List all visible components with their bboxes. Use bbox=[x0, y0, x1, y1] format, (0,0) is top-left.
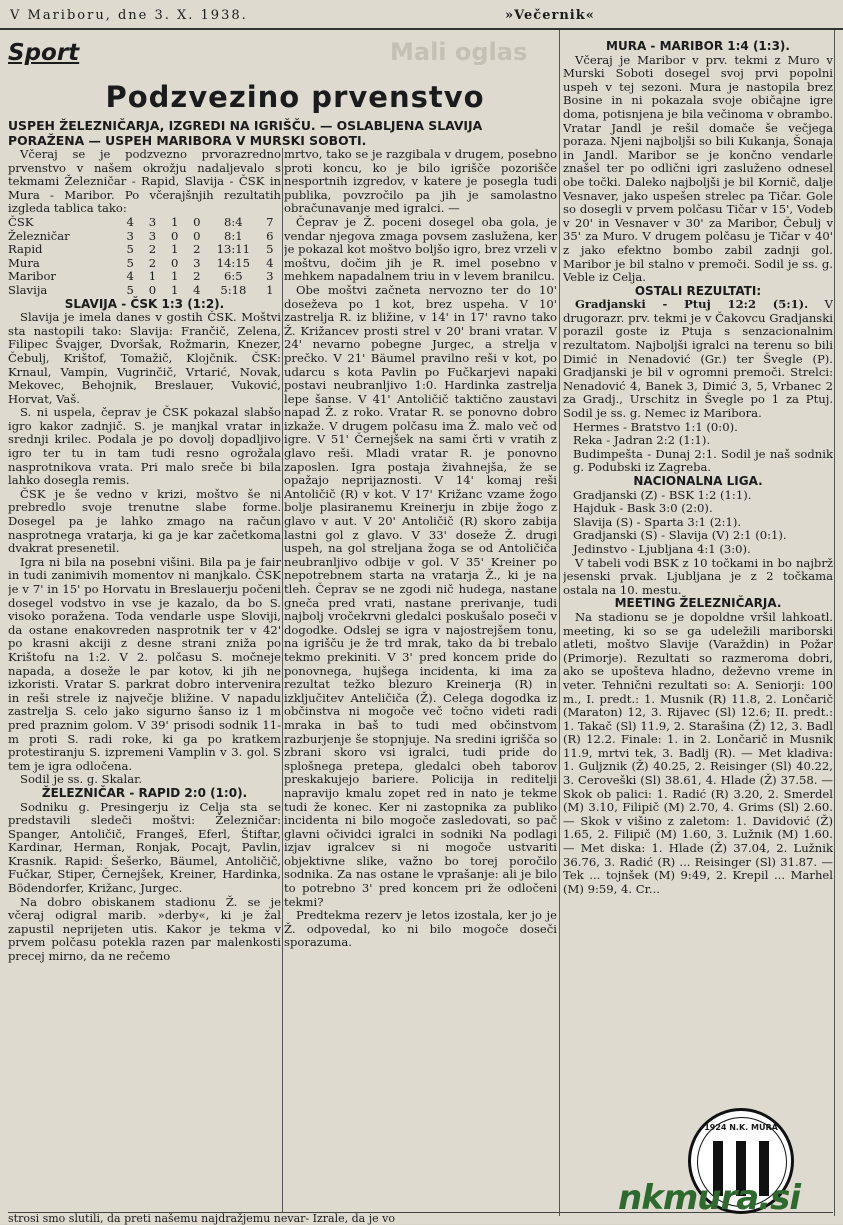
logo-text: 1924 N.K. MURA bbox=[704, 1123, 778, 1132]
paragraph bbox=[563, 298, 833, 420]
section-heading-zeleznicar-rapid: ŽELEZNIČAR - RAPID 2:0 (1:0). bbox=[41, 785, 248, 800]
paragraph: Igra ni bila na posebni višini. Bila pa je fair in tudi zanimivih momentov ni manjkalo. ČSK je v 7' in 15' po Horvatu in Breslauerju počeni dosegel vodstvo in vse je kazalo, da bo S. visoko poražena. Toda vendarle uspe Sloviji, da ostane enakovreden nasprotnik ter v 42' po krasni akciji z desne strani zniža po Krištofu na 1:2. V 2. polčasu S. močneje napada, a doseže le par kotov, ki jih ne izkoristi. Vratar S. parkrat dobro intervenira in reši strele iz največje bližine. V napadu zastrelja S. celo jako sigurno šanso iz 1 m pred praznim golom. V 39' prisodi sodnik 11-m proti S. radi roke, ki ga po kratkem protestiranju S. izpremeni Vamplin v 3. gol. S tem je igra odločena. bbox=[8, 554, 281, 773]
table-row: Rapid 5 2 1 2 13:11 5 bbox=[8, 242, 274, 257]
result-line: Slavija (S) - Sparta 3:1 (2:1). bbox=[573, 514, 742, 529]
paragraph: ČSK je še vedno v krizi, moštvo še ni prebredlo svoje trenutne slabe forme. Dosegel pa je lahko zmago na račun nasprotnega vratarja, ki ga je kar začetkoma dvakrat presenetil. bbox=[8, 486, 281, 556]
paragraph: Slavija je imela danes v gostih ČSK. Moštvi sta nastopili tako: Slavija: Frančič, Zelena, Filipec Švajger, Dvoršak, Rožmarin, Knezer, Čebulj, Krištof, Tomažič, Klojčnik. ČSK: Krnaul, Vampin, Vugrinčič, Vrtarić, Novak, Mekovec, Behojnik, Breslauer, Vuković, Horvat, Vaš. bbox=[8, 310, 281, 406]
adjacent-page-edge bbox=[836, 40, 843, 1040]
article-column-1 bbox=[8, 148, 281, 1216]
subheadline: USPEH ŽELEZNIČARJA, IZGREDI NA IGRIŠČU. — OSLABLJENA SLAVIJA PORAŽENA — USPEH MARIBORA V MURSKI SOBOTI. bbox=[8, 118, 483, 148]
result-line: Hermes - Bratstvo 1:1 (0:0). bbox=[573, 419, 738, 434]
team-name: Železničar bbox=[8, 228, 70, 243]
result-text: V drugorazr. prv. tekmi je v Čakovcu Gradjanski porazil goste iz Ptuja s senzacionalnim rezultatom. Najboljši igralci na terenu so bili Dimić in Nenadović (Gr.) ter Švegle (P). Gradjanski je bil v ogromni premoči. Strelci: Nenadović 4, Banek 3, Dimić 3, 5, Vrbanec 2 za Gradj., Urschitz in Švegle po 1 za Ptuj. Sodil je ss. g. Nemec iz Maribora. bbox=[563, 297, 833, 421]
paragraph: Obe moštvi začneta nervozno ter do 10' doseževa po 1 kot, brez uspeha. V 10' zastrelja R. iz bližine, v 14' in 17' ravno tako Ž. Križancev prosti strel v 20' brani vratar. V 24' nevarno pobegne Jurgec, a strelja v prečko. V 21' Bäumel pravilno reši v kot, po udarcu s kota Pavlin po Fučkarjevi napaki postavi neubranljivo 1:0. Hardinka zastrelja lepe šanse. V 41' Antoličič taktično zaustavi napad Ž. z roko. Vratar R. se ponovno dobro izkaže. V drugem polčasu ima Ž. malo več od igre. V 51' Černejšek na sami črti v vratih z glavo reši. Mladi vratar R. je ponovno zaposlen. Igra postaja živahnejša, že se opažajo neprijaznosti. V 14' komaj reši Antoličič (R) v kot. V 17' Križanc vzame žogo bolje plasiranemu Kreinerju in zbije žogo z glavo v aut. V 20' Antoličič (R) skoro zabija lastni gol z glavo. V 33' doseže Ž. drugi uspeh, na gol streljana žoga se od Antoličiča neubranljivo odbije v gol. V 35' Kreiner po nepotrebnem starta na vratarja Ž., ki je na tleh. Čeprav se ne zgodi nič hudega, nastane gneča pred vrati, nastane prerivanje, tudi najbolj vročekrvni gledalci poskušalo poseči v dogodke. Odslej se igra v najostrejšem tonu, na igrišču je že trd mrak, tako da bi trebalo tekmo prekiniti. V 3' pred koncem pride do ponovnega, hujšega incidenta, ki ima za rezultat težko blezuro Kreinerja (R) in izključitev Anteličiča (Ž). Celega dogodka iz občinstva ni mogoče več točno videti radi mraka in baš to tudi med občinstvom razburjenje še stopnjuje. Na sredini igrišča so zbrani skoro vsi igralci, tudi pride do splošnega pretepa, gledalci obeh taborov preskakujejo bariere. Policija in reditelji napravijo kmalu zopet red in nato je tekme tudi že konec. Ker ni zastopnika za publiko incidenta ni bilo mogoče zasledovati, so pač glavni očividci igralci in sodniki Na podlagi izjav igralcev si ni mogoče ustvariti objektivne slike, važno bo torej poročilo sodnika. Za nas ostane le vprašanje: ali je bilo to potrebno 3' pred koncem pri že odločeni tekmi? bbox=[284, 282, 557, 909]
team-name: ČSK bbox=[8, 214, 34, 229]
table-row: Mura 5 2 0 3 14:15 4 bbox=[8, 255, 274, 270]
section-heading-mura-maribor: MURA - MARIBOR 1:4 (1:3). bbox=[606, 40, 790, 53]
result-line: Gradjanski (Z) - BSK 1:2 (1:1). bbox=[573, 487, 752, 502]
team-name: Maribor bbox=[8, 269, 56, 284]
paragraph: Sodniku g. Presingerju iz Celja sta se predstavili sledeči moštvi: Železničar: Spanger, Antoličič, Frangeš, Eferl, Štiftar, Kardinar, Herman, Ronjak, Pocajt, Pavlin, Krasnik. Rapid: Šešerko, Bäumel, Antoličič, Fučkar, Stiper, Černejšek, Kreiner, Hardinka, Bödendorfer, Križanc, Jurgec. bbox=[8, 799, 281, 896]
show-through-text: Mali oglas bbox=[390, 38, 528, 66]
intro-paragraph: Včeraj se je podzvezno prvorazredno prvenstvo v našem okrožju nadaljevalo s tekmami Železničar - Rapid, Slavija - ČSK in Mura - Maribor. Po včerajšnjih rezultatih izgleda tablica tako: bbox=[8, 148, 281, 216]
table-row: ČSK 4 3 1 0 8:4 7 bbox=[8, 214, 274, 229]
header-date: V Mariboru, dne 3. X. 1938. bbox=[10, 8, 248, 23]
section-heading-national-league: NACIONALNA LIGA. bbox=[633, 474, 763, 488]
column-rule-2 bbox=[559, 30, 560, 1216]
paragraph: Čeprav je Ž. poceni dosegel oba gola, je vendar njegova zmaga povsem zaslužena, ker je pokazal kot moštvo boljšo igro, brez vrzeli v moštvu, dočim jih je R. imel posebno v mehkem napadalnem triu in v levem branilcu. bbox=[284, 214, 557, 284]
article-column-2 bbox=[284, 148, 557, 1216]
table-row: Maribor 4 1 1 2 6:5 3 bbox=[8, 269, 274, 284]
bottom-strip-text: strosi smo slutili, da preti našemu najdražjemu nevar- Izrale, da je vo bbox=[8, 1212, 833, 1225]
column-rule-1 bbox=[282, 148, 283, 1212]
result-line: Reka - Jadran 2:2 (1:1). bbox=[573, 433, 711, 448]
table-row: Slavija 5 0 1 4 5:18 1 bbox=[8, 282, 274, 297]
result-headline: Gradjanski - Ptuj 12:2 (5:1). bbox=[575, 297, 809, 312]
result-line: Gradjanski (S) - Slavija (V) 2:1 (0:1). bbox=[573, 528, 787, 543]
paragraph: S. ni uspela, čeprav je ČSK pokazal slabšo igro kakor zadnjič. S. je manjkal vratar in srednji krilec. Podala je po dovolj dopadljivo igro ter tu in tam tudi resno ogrožala nasprotnikova vrata. Pri malo sreče bi bila lahko dosegla remis. bbox=[8, 405, 281, 488]
page-title: Podzvezino prvenstvo bbox=[105, 80, 485, 114]
paragraph: Sodil je ss. g. Skalar. bbox=[20, 772, 143, 787]
article-column-3 bbox=[563, 40, 833, 1216]
section-heading-meeting: MEETING ŽELEZNIČARJA. bbox=[614, 596, 782, 611]
section-heading-other-results: OSTALI REZULTATI: bbox=[634, 283, 762, 298]
paragraph: Predtekma rezerv je letos izostala, ker jo je Ž. odpovedal, ko ni bilo mogoče doseči sporazuma. bbox=[284, 908, 557, 950]
section-heading-slavija-csk: SLAVIJA - ČSK 1:3 (1:2). bbox=[64, 296, 225, 311]
team-name: Mura bbox=[8, 255, 40, 270]
column-rule-3 bbox=[834, 30, 835, 1216]
table-row: Železničar 3 3 0 0 8:1 6 bbox=[8, 228, 274, 243]
result-line: Hajduk - Bask 3:0 (2:0). bbox=[573, 501, 713, 516]
watermark: nkmura.si bbox=[618, 1178, 800, 1218]
result-line: Budimpešta - Dunaj 2:1. Sodil je naš sodnik g. Podubski iz Zagreba. bbox=[573, 446, 833, 475]
paragraph: mrtvo, tako se je razgibala v drugem, posebno proti koncu, ko je bilo igrišče pozorišče nesportnih izgredov, v katere je posegla tudi publika, povzročilo pa jih je samolastno obračunavanje med igralci. — bbox=[284, 148, 557, 216]
team-name: Rapid bbox=[8, 242, 43, 257]
paragraph: Na dobro obiskanem stadionu Ž. se je včeraj odigral marib. »derby«, ki je žal zapustil neprijeten utis. Kakor je tekma v prvem polčasu potekla razen par malenkosti precej mirno, da ne rečemo bbox=[8, 894, 281, 964]
page-header bbox=[0, 6, 843, 30]
paragraph: V tabeli vodi BSK z 10 točkami in bo najbrž jesenski prvak. Ljubljana je z 2 točkama ostala na 10. mestu. bbox=[563, 555, 833, 597]
header-newspaper-name: »Večernik« bbox=[505, 8, 595, 23]
section-label: Sport bbox=[8, 40, 80, 66]
team-name: Slavija bbox=[8, 282, 48, 297]
paragraph: Včeraj je Maribor v prv. tekmi z Muro v Murski Soboti dosegel svoj prvi popolni uspeh v tej sezoni. Mura je nastopila brez Bosine in ni pokazala svoje običajne igre doma, potisnjena je bila večinoma v obrambo. Vratar Jandl je rešil domače še večjega poraza. Njeni najboljši so bili Kukanja, Šonaja in Jandl. Maribor se je končno vendarle znašel ter po odlični igri zasluženo odnesel obe točki. Daleko najboljši je bil Kornič, dalje Vesnaver, jako uspešen strelec pa Tičar. Gole so dosegli v prvem polčasu Tičar v 15', Vodeb v 20' in Vesnaver v 30' za Maribor, Čebulj v 35' za Muro. V drugem polčasu je Tičar v 40' z jako efektno bombo zabil zadnji gol. Maribor je bil stalno v premoči. Sodil je ss. g. Veble iz Celja. bbox=[563, 52, 833, 285]
standings-table bbox=[8, 216, 281, 298]
result-line: Jedinstvo - Ljubljana 4:1 (3:0). bbox=[573, 541, 751, 556]
paragraph: Na stadionu se je dopoldne vršil lahkoatl. meeting, ki so se ga udeležili mariborski atleti, moštvo Slavije (Varaždin) in Požar (Primorje). Rezultati so razmeroma dobri, ako se upošteva hladno, deževno vreme in veter. Tehnični rezultati so: A. Seniorji: 100 m., I. predt.: 1. Musnik (R) 11.8, 2. Lončarič (Maraton) 12, 3. Rijavec (Sl) 12.6; II. predt.: 1. Takač (Sl) 11.9, 2. Starašina (Ž) 12, 3. Badl (R) 12.2. Finale: 1. in 2. Lončarič in Musnik 11.9, mrtvi tek, 3. Badlj (R). — Met kladiva: 1. Guljznik (Ž) 40.25, 2. Reisinger (Sl) 40.22, 3. Ceroveški (Sl) 38.61, 4. Hlade (Ž) 37.58. — Skok ob palici: 1. Radić (R) 3.20, 2. Smerdel (M) 3.10, Filipič (M) 2.70, 4. Grims (Sl) 2.60. — Skok v višino z zaletom: 1. Davidović (Ž) 1.65, 2. Filipič (M) 1.60, 3. Lužnik (M) 1.60. — Met diska: 1. Hlade (Ž) 37.04, 2. Lužnik 36.76, 3. Radić (R) ... Reisinger (Sl) 31.87. — Tek ... tojnšek (M) 9:49, 2. Krepil ... Marhel (M) 9:59, 4. Cr... bbox=[563, 609, 833, 896]
